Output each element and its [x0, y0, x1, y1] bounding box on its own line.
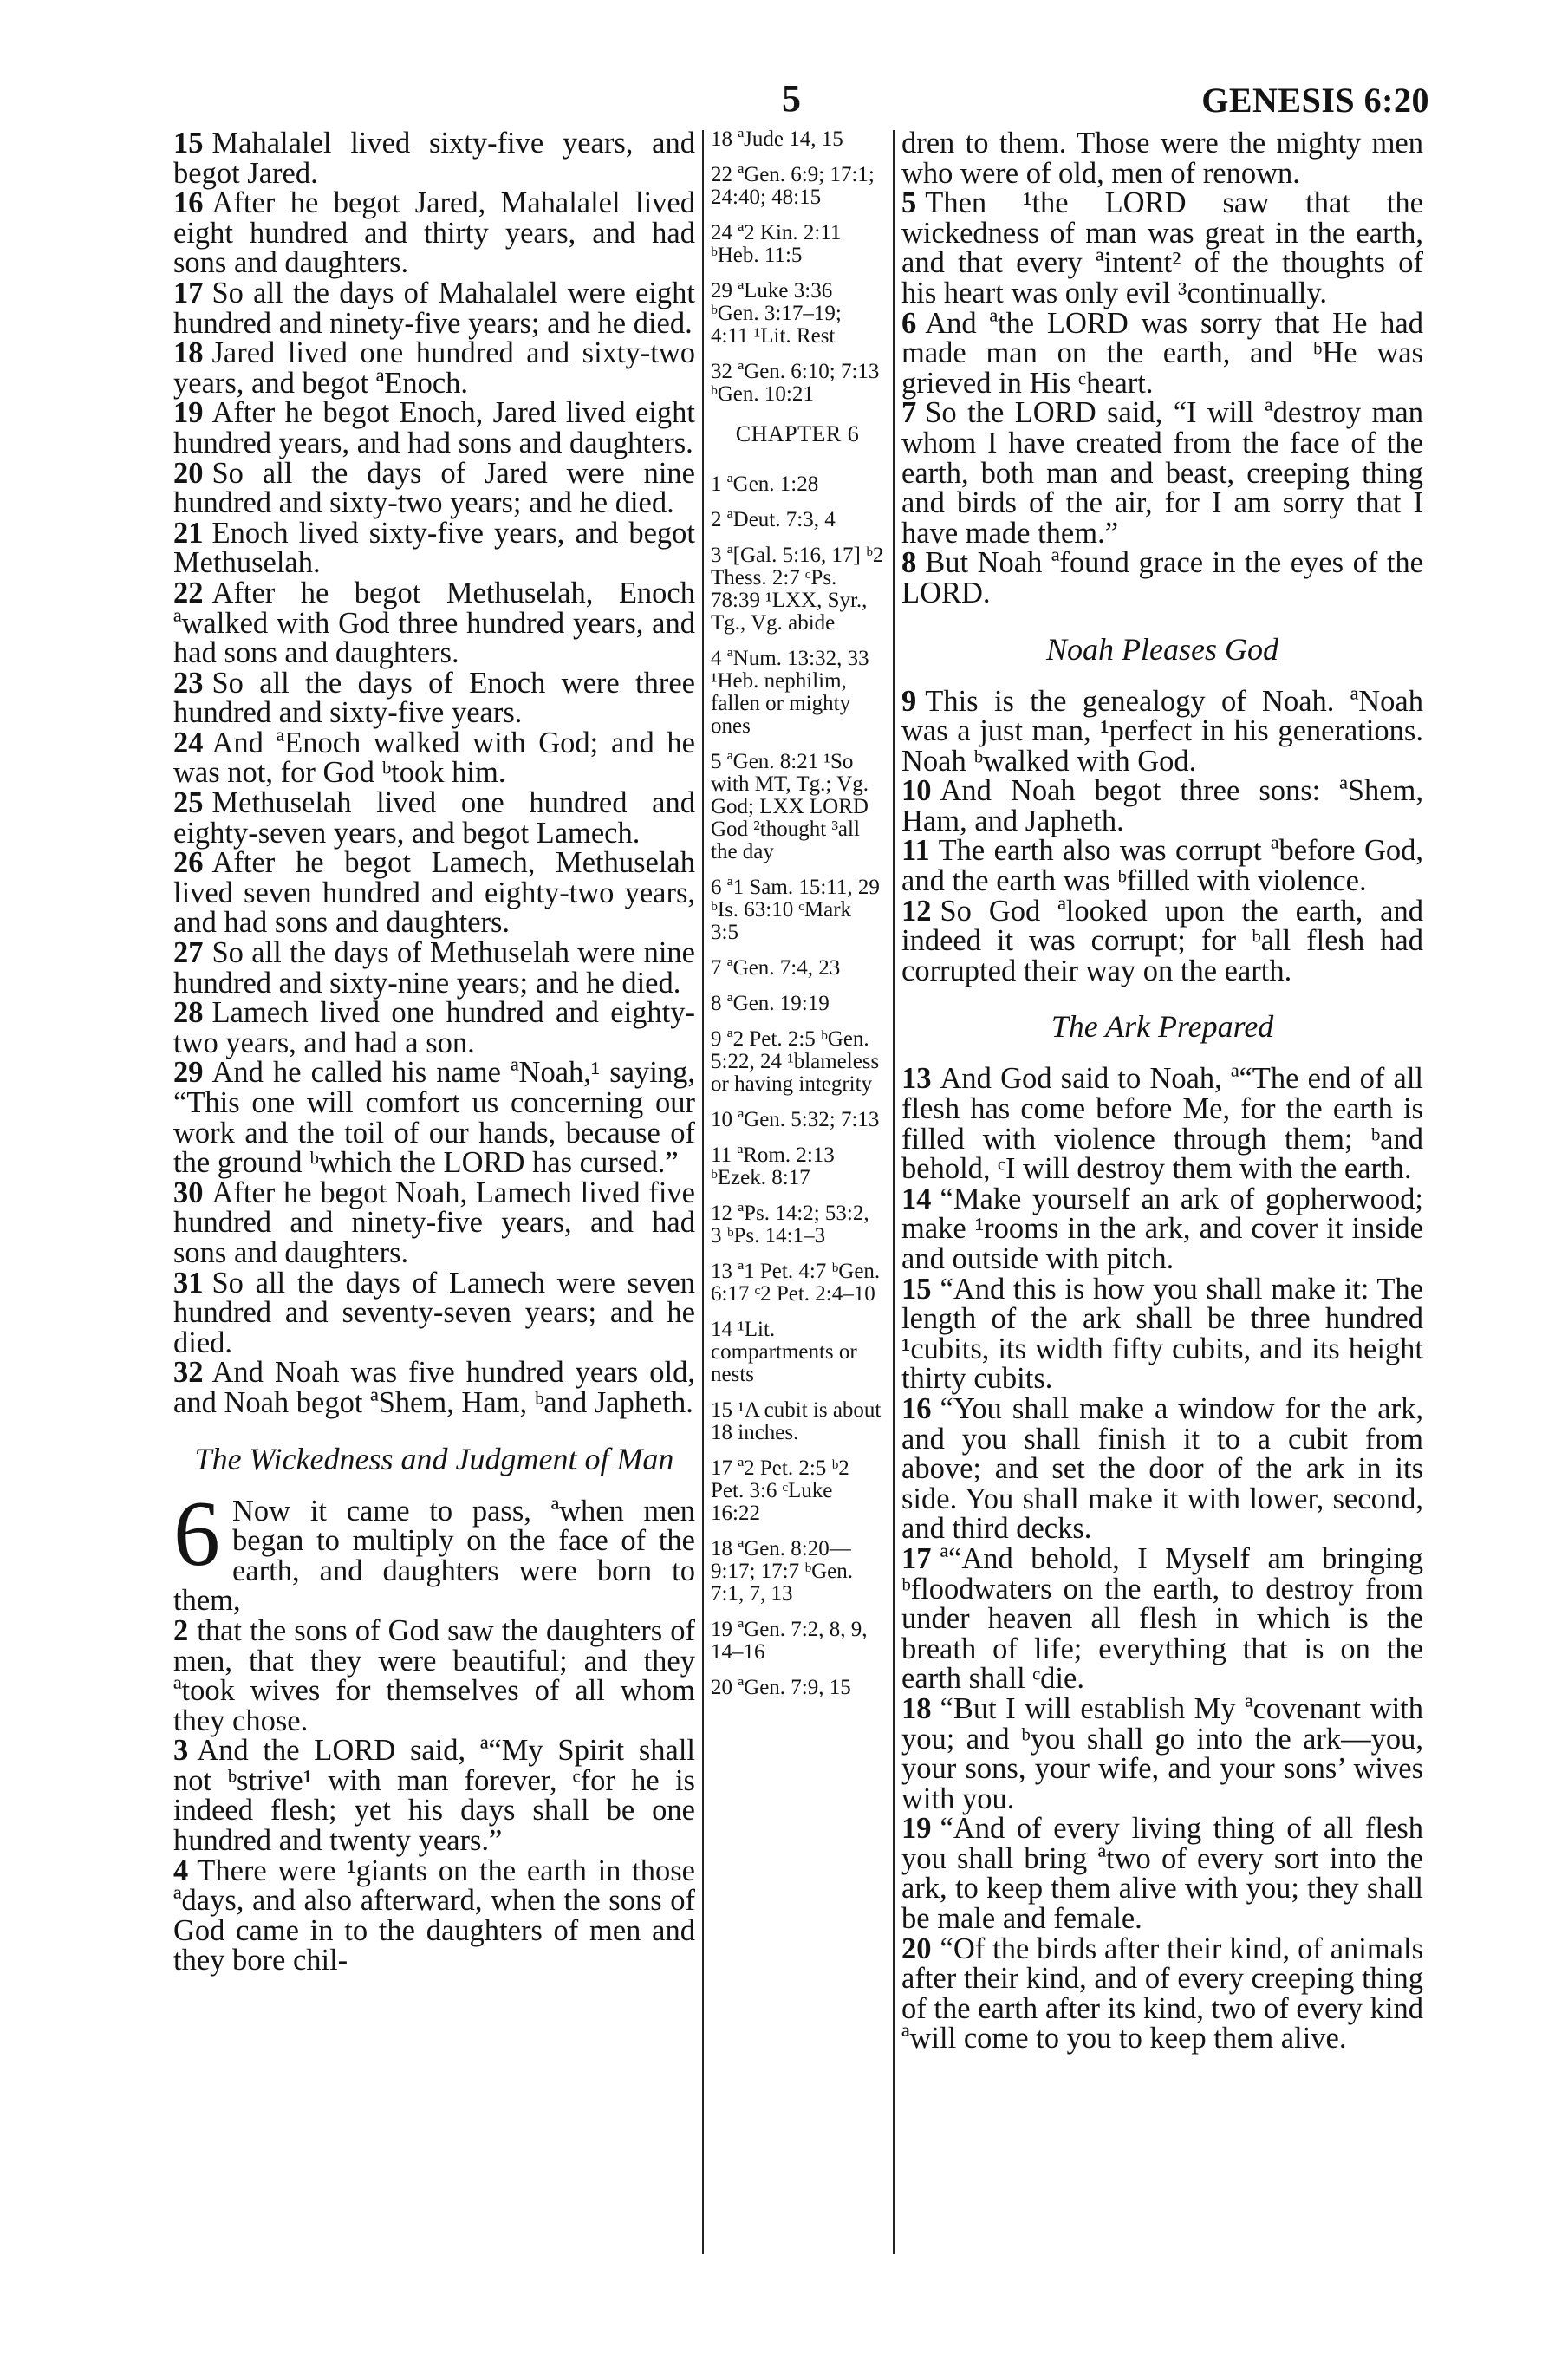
verse: [173, 128, 695, 188]
cross-reference: 18 ªGen. 8:20—9:17; 17:7 ᵇGen. 7:1, 7, 13: [711, 1537, 853, 1606]
verse-number: 23: [173, 666, 204, 700]
verse-text: After he begot Noah, Lamech lived five hundred and ninety-five years, and had sons and daughters.: [173, 1176, 695, 1269]
verse-text: “Of the birds after their kind, of animals after their kind, and of every creeping thing of the earth after its kind, two of every kind ªwill come to you to keep them alive.: [901, 1932, 1423, 2056]
verse-text: So all the days of Methuselah were nine hundred and sixty-nine years; and he died.: [173, 936, 695, 1000]
verse-number: 32: [173, 1356, 204, 1390]
cross-reference: 15 ¹A cubit is about 18 inches.: [711, 1398, 882, 1444]
verse-number: 17: [901, 1541, 932, 1575]
verse-text: Mahalalel lived sixty-five years, and begot Jared.: [173, 127, 695, 190]
verse-number: 3: [173, 1734, 189, 1768]
verse-number: 10: [901, 774, 932, 808]
verse: [901, 1391, 1423, 1546]
verse: [173, 1734, 695, 1858]
verse-text: Enoch lived sixty-five years, and begot Methuselah.: [173, 516, 695, 580]
verse-number: 18: [901, 1691, 932, 1725]
verse-list: [901, 684, 1423, 987]
cross-reference: 19 ªGen. 7:2, 8, 9, 14–16: [711, 1618, 868, 1664]
verse-text: After he begot Jared, Mahalalel lived eight hundred and thirty years, and had sons and daughters.: [173, 186, 695, 280]
verse: [901, 306, 1423, 400]
verse: [173, 518, 695, 578]
verse-number: 28: [173, 996, 204, 1030]
cross-reference: 6 ª1 Sam. 15:11, 29 ᵇIs. 63:10 ᶜMark 3:5: [711, 876, 880, 944]
verse: [901, 548, 1423, 608]
verse: [173, 788, 695, 848]
verse-text: After he begot Enoch, Jared lived eight hundred years, and had sons and daughters.: [173, 396, 695, 459]
verse: [173, 456, 695, 520]
verse-continuation: dren to them. Those were the mighty men who were of old, men of renown.: [901, 127, 1423, 190]
verse-number: 20: [901, 1932, 932, 1965]
verse-number: 15: [173, 127, 204, 160]
verse-text: This is the genealogy of Noah. ªNoah was a just man, ¹perfect in his generations. Noah ᵇwalked with God.: [901, 684, 1423, 778]
verse: [901, 684, 1423, 778]
verse-number: 19: [173, 396, 204, 430]
verse: [901, 398, 1423, 548]
verse-text: Methuselah lived one hundred and eighty-seven years, and begot Lamech.: [173, 786, 695, 850]
verse-text: And God said to Noah, ª“The end of all flesh has come before Me, for the earth is filled with violence through them; ᵇand behold, ᶜI will destroy them with the earth.: [901, 1062, 1423, 1186]
verse-number: 20: [173, 456, 204, 490]
verse: [901, 836, 1423, 896]
reference-list: [711, 473, 884, 1699]
verse-text: And he called his name ªNoah,¹ saying, “This one will comfort us concerning our work and the toil of our hands, because of the ground ᵇwhich the LORD has cursed.”: [173, 1056, 695, 1180]
cross-reference: 29 ªLuke 3:36 ᵇGen. 3:17–19; 4:11 ¹Lit. Rest: [711, 279, 842, 348]
verse-number: 31: [173, 1266, 204, 1300]
cross-reference: 13 ª1 Pet. 4:7 ᵇGen. 6:17 ᶜ2 Pet. 2:4–10: [711, 1260, 881, 1306]
reference-list: [711, 128, 884, 406]
verse-text: And Noah begot three sons: ªShem, Ham, and Japheth.: [901, 774, 1423, 837]
left-text-column: [173, 128, 695, 1976]
verse-number: 30: [173, 1176, 204, 1209]
cross-reference: 8 ªGen. 19:19: [711, 992, 830, 1015]
verse-list: [901, 188, 1423, 608]
verse: [173, 728, 695, 788]
verse-number: 24: [173, 726, 204, 759]
verse-number: 5: [901, 186, 917, 220]
verse: [901, 1184, 1423, 1274]
verse-number: 8: [901, 546, 917, 580]
column-divider-left: [702, 130, 704, 2254]
verse: [173, 1268, 695, 1358]
verse: [901, 776, 1423, 836]
verse: [901, 1812, 1423, 1936]
cross-reference: 18 ªJude 14, 15: [711, 127, 843, 151]
verse-text: But Noah ªfound grace in the eyes of the LORD.: [901, 546, 1423, 609]
cross-reference: 3 ª[Gal. 5:16, 17] ᵇ2 Thess. 2:7 ᶜPs. 78:39 ¹LXX, Syr., Tg., Vg. abide: [711, 544, 884, 635]
verse-number: 26: [173, 846, 204, 880]
running-head: GENESIS 6:20: [1201, 81, 1429, 120]
verse-number: 7: [901, 396, 917, 430]
verse: [173, 188, 695, 278]
verse-text: “And this is how you shall make it: The length of the ark shall be three hundred ¹cubits, its width fifty cubits, and its height thirty cubits.: [901, 1272, 1423, 1396]
cross-reference: 22 ªGen. 6:9; 17:1; 24:40; 48:15: [711, 163, 875, 209]
verse: [901, 1274, 1423, 1394]
section-heading-noah-pleases-god: Noah Pleases God: [1046, 631, 1278, 667]
verse: [901, 896, 1423, 987]
verse-number: 11: [901, 834, 930, 868]
cross-reference-column: [711, 128, 884, 1712]
chapter-label: CHAPTER 6: [735, 421, 860, 446]
cross-reference: 1 ªGen. 1:28: [711, 472, 819, 496]
verse: [173, 1178, 695, 1268]
verse-number: 14: [901, 1182, 932, 1215]
verse-text: Now it came to pass, ªwhen men began to multiply on the face of the earth, and daughters were born to them,: [173, 1494, 695, 1618]
page-number: 5: [782, 77, 801, 120]
verse-number: 29: [173, 1056, 204, 1090]
verse-number: 21: [173, 516, 204, 550]
verse-text: So all the days of Lamech were seven hundred and seventy-seven years; and he died.: [173, 1266, 695, 1359]
cross-reference: 7 ªGen. 7:4, 23: [711, 956, 841, 980]
verse: [173, 998, 695, 1058]
page-header: [173, 76, 1429, 128]
verse-number: 15: [901, 1272, 932, 1306]
verse-text: And Noah was five hundred years old, and Noah begot ªShem, Ham, ᵇand Japheth.: [173, 1356, 695, 1419]
verse-text: Jared lived one hundred and sixty-two years, and begot ªEnoch.: [173, 336, 695, 400]
section-heading-wickedness: The Wickedness and Judgment of Man: [194, 1441, 674, 1476]
verse-text: So all the days of Mahalalel were eight hundred and ninety-five years; and he died.: [173, 276, 695, 340]
cross-reference: 12 ªPs. 14:2; 53:2, 3 ᵇPs. 14:1–3: [711, 1202, 869, 1248]
verse: [173, 1856, 695, 1976]
verse-text: There were ¹giants on the earth in those ªdays, and also afterward, when the sons of God came in to the daughters of men and they bore chil-: [173, 1854, 695, 1977]
verse-number: 13: [901, 1062, 932, 1096]
verse-number: 4: [173, 1854, 189, 1887]
verse-text: The earth also was corrupt ªbefore God, and the earth was ᵇfilled with violence.: [901, 834, 1423, 898]
verse: [173, 668, 695, 728]
verse: [173, 278, 695, 338]
cross-reference: 32 ªGen. 6:10; 7:13 ᵇGen. 10:21: [711, 360, 880, 406]
verse: [173, 938, 695, 998]
verse-number: 19: [901, 1812, 932, 1846]
right-text-column: [901, 128, 1423, 2054]
verse-number: 27: [173, 936, 204, 970]
chapter-dropcap: 6: [173, 1482, 220, 1586]
cross-reference: 20 ªGen. 7:9, 15: [711, 1676, 851, 1699]
cross-reference: 9 ª2 Pet. 2:5 ᵇGen. 5:22, 24 ¹blameless or having integrity: [711, 1027, 880, 1096]
verse-text: After he begot Lamech, Methuselah lived seven hundred and eighty-two years, and had sons and daughters.: [173, 846, 695, 940]
verse: [173, 398, 695, 458]
verse-list: [901, 1064, 1423, 2054]
verse-number: 22: [173, 576, 204, 609]
verse-text: “But I will establish My ªcovenant with you; and ᵇyou shall go into the ark—you, your sons, your wife, and your sons’ wives with you.: [901, 1691, 1423, 1815]
verse: [901, 1934, 1423, 2054]
verse-text: ª“And behold, I Myself am bringing ᵇfloodwaters on the earth, to destroy from under heaven all flesh in which is the breath of life; everything that is on the earth shall ᶜdie.: [901, 1541, 1423, 1696]
verse-number: 6: [901, 306, 917, 340]
verse-number: 12: [901, 894, 932, 928]
verse-text: So all the days of Enoch were three hundred and sixty-five years.: [173, 666, 695, 730]
verse-text: So all the days of Jared were nine hundred and sixty-two years; and he died.: [173, 456, 695, 520]
verse-text: After he begot Methuselah, Enoch ªwalked with God three hundred years, and had sons and daughters.: [173, 576, 695, 670]
verse-number: 25: [173, 786, 204, 820]
verse: [173, 578, 695, 668]
verse-text: So God ªlooked upon the earth, and indeed it was corrupt; for ᵇall flesh had corrupted their way on the earth.: [901, 894, 1423, 987]
verse: [901, 1541, 1423, 1696]
verse-text: And ªthe LORD was sorry that He had made man on the earth, and ᵇHe was grieved in His ᶜheart.: [901, 306, 1423, 400]
verse-text: And the LORD said, ª“My Spirit shall not ᵇstrive¹ with man forever, ᶜfor he is indeed flesh; yet his days shall be one hundred and twenty years.”: [173, 1734, 695, 1858]
cross-reference: 4 ªNum. 13:32, 33 ¹Heb. nephilim, fallen or mighty ones: [711, 647, 869, 738]
verse-text: So the LORD said, “I will ªdestroy man whom I have created from the face of the earth, both man and beast, creeping thing and birds of the air, for I am sorry that I have made them.”: [901, 396, 1423, 550]
cross-reference: 10 ªGen. 5:32; 7:13: [711, 1108, 880, 1131]
verse: [173, 1056, 695, 1180]
verse-text: Then ¹the LORD saw that the wickedness of man was great in the earth, and that every ªintent² of the thoughts of his heart was only evil ³continually.: [901, 186, 1423, 309]
verse-list: [173, 128, 695, 1418]
cross-reference: 17 ª2 Pet. 2:5 ᵇ2 Pet. 3:6 ᶜLuke 16:22: [711, 1456, 849, 1525]
verse: [173, 1613, 695, 1737]
verse: [173, 1358, 695, 1417]
verse-text: that the sons of God saw the daughters of men, that they were beautiful; and they ªtook wives for themselves of all whom they chose.: [173, 1613, 695, 1737]
verse-number: 17: [173, 276, 204, 309]
cross-reference: 2 ªDeut. 7:3, 4: [711, 508, 836, 531]
verse-text: “And of every living thing of all flesh you shall bring ªtwo of every sort into the ark, to keep them alive with you; they shall be male and female.: [901, 1812, 1423, 1936]
column-divider-right: [893, 130, 895, 2254]
cross-reference: 24 ª2 Kin. 2:11 ᵇHeb. 11:5: [711, 221, 842, 267]
verse-number: 9: [901, 684, 917, 718]
verse: [173, 848, 695, 938]
cross-reference: 5 ªGen. 8:21 ¹So with MT, Tg.; Vg. God; LXX LORD God ²thought ³all the day: [711, 750, 869, 863]
verse-number: 16: [173, 186, 204, 220]
verse-list: [173, 1613, 695, 1977]
verse-text: And ªEnoch walked with God; and he was not, for God ᵇtook him.: [173, 726, 695, 790]
verse: [173, 338, 695, 398]
verse-number: 16: [901, 1391, 932, 1425]
verse: [901, 1062, 1423, 1186]
verse-text: “You shall make a window for the ark, and you shall finish it to a cubit from above; and set the door of the ark in its side. You shall make it with lower, second, and third decks.: [901, 1391, 1423, 1546]
verse-number: 2: [173, 1613, 189, 1647]
verse-text: “Make yourself an ark of gopherwood; make ¹rooms in the ark, and cover it inside and outside with pitch.: [901, 1182, 1423, 1275]
cross-reference: 14 ¹Lit. compartments or nests: [711, 1318, 857, 1386]
section-heading-ark-prepared: The Ark Prepared: [1051, 1009, 1274, 1045]
verse: [901, 188, 1423, 308]
verse-text: Lamech lived one hundred and eighty-two years, and had a son.: [173, 996, 695, 1059]
verse: [901, 1691, 1423, 1815]
cross-reference: 11 ªRom. 2:13 ᵇEzek. 8:17: [711, 1143, 835, 1189]
chapter-6-verse-1: [173, 1482, 695, 1618]
verse-number: 18: [173, 336, 204, 370]
